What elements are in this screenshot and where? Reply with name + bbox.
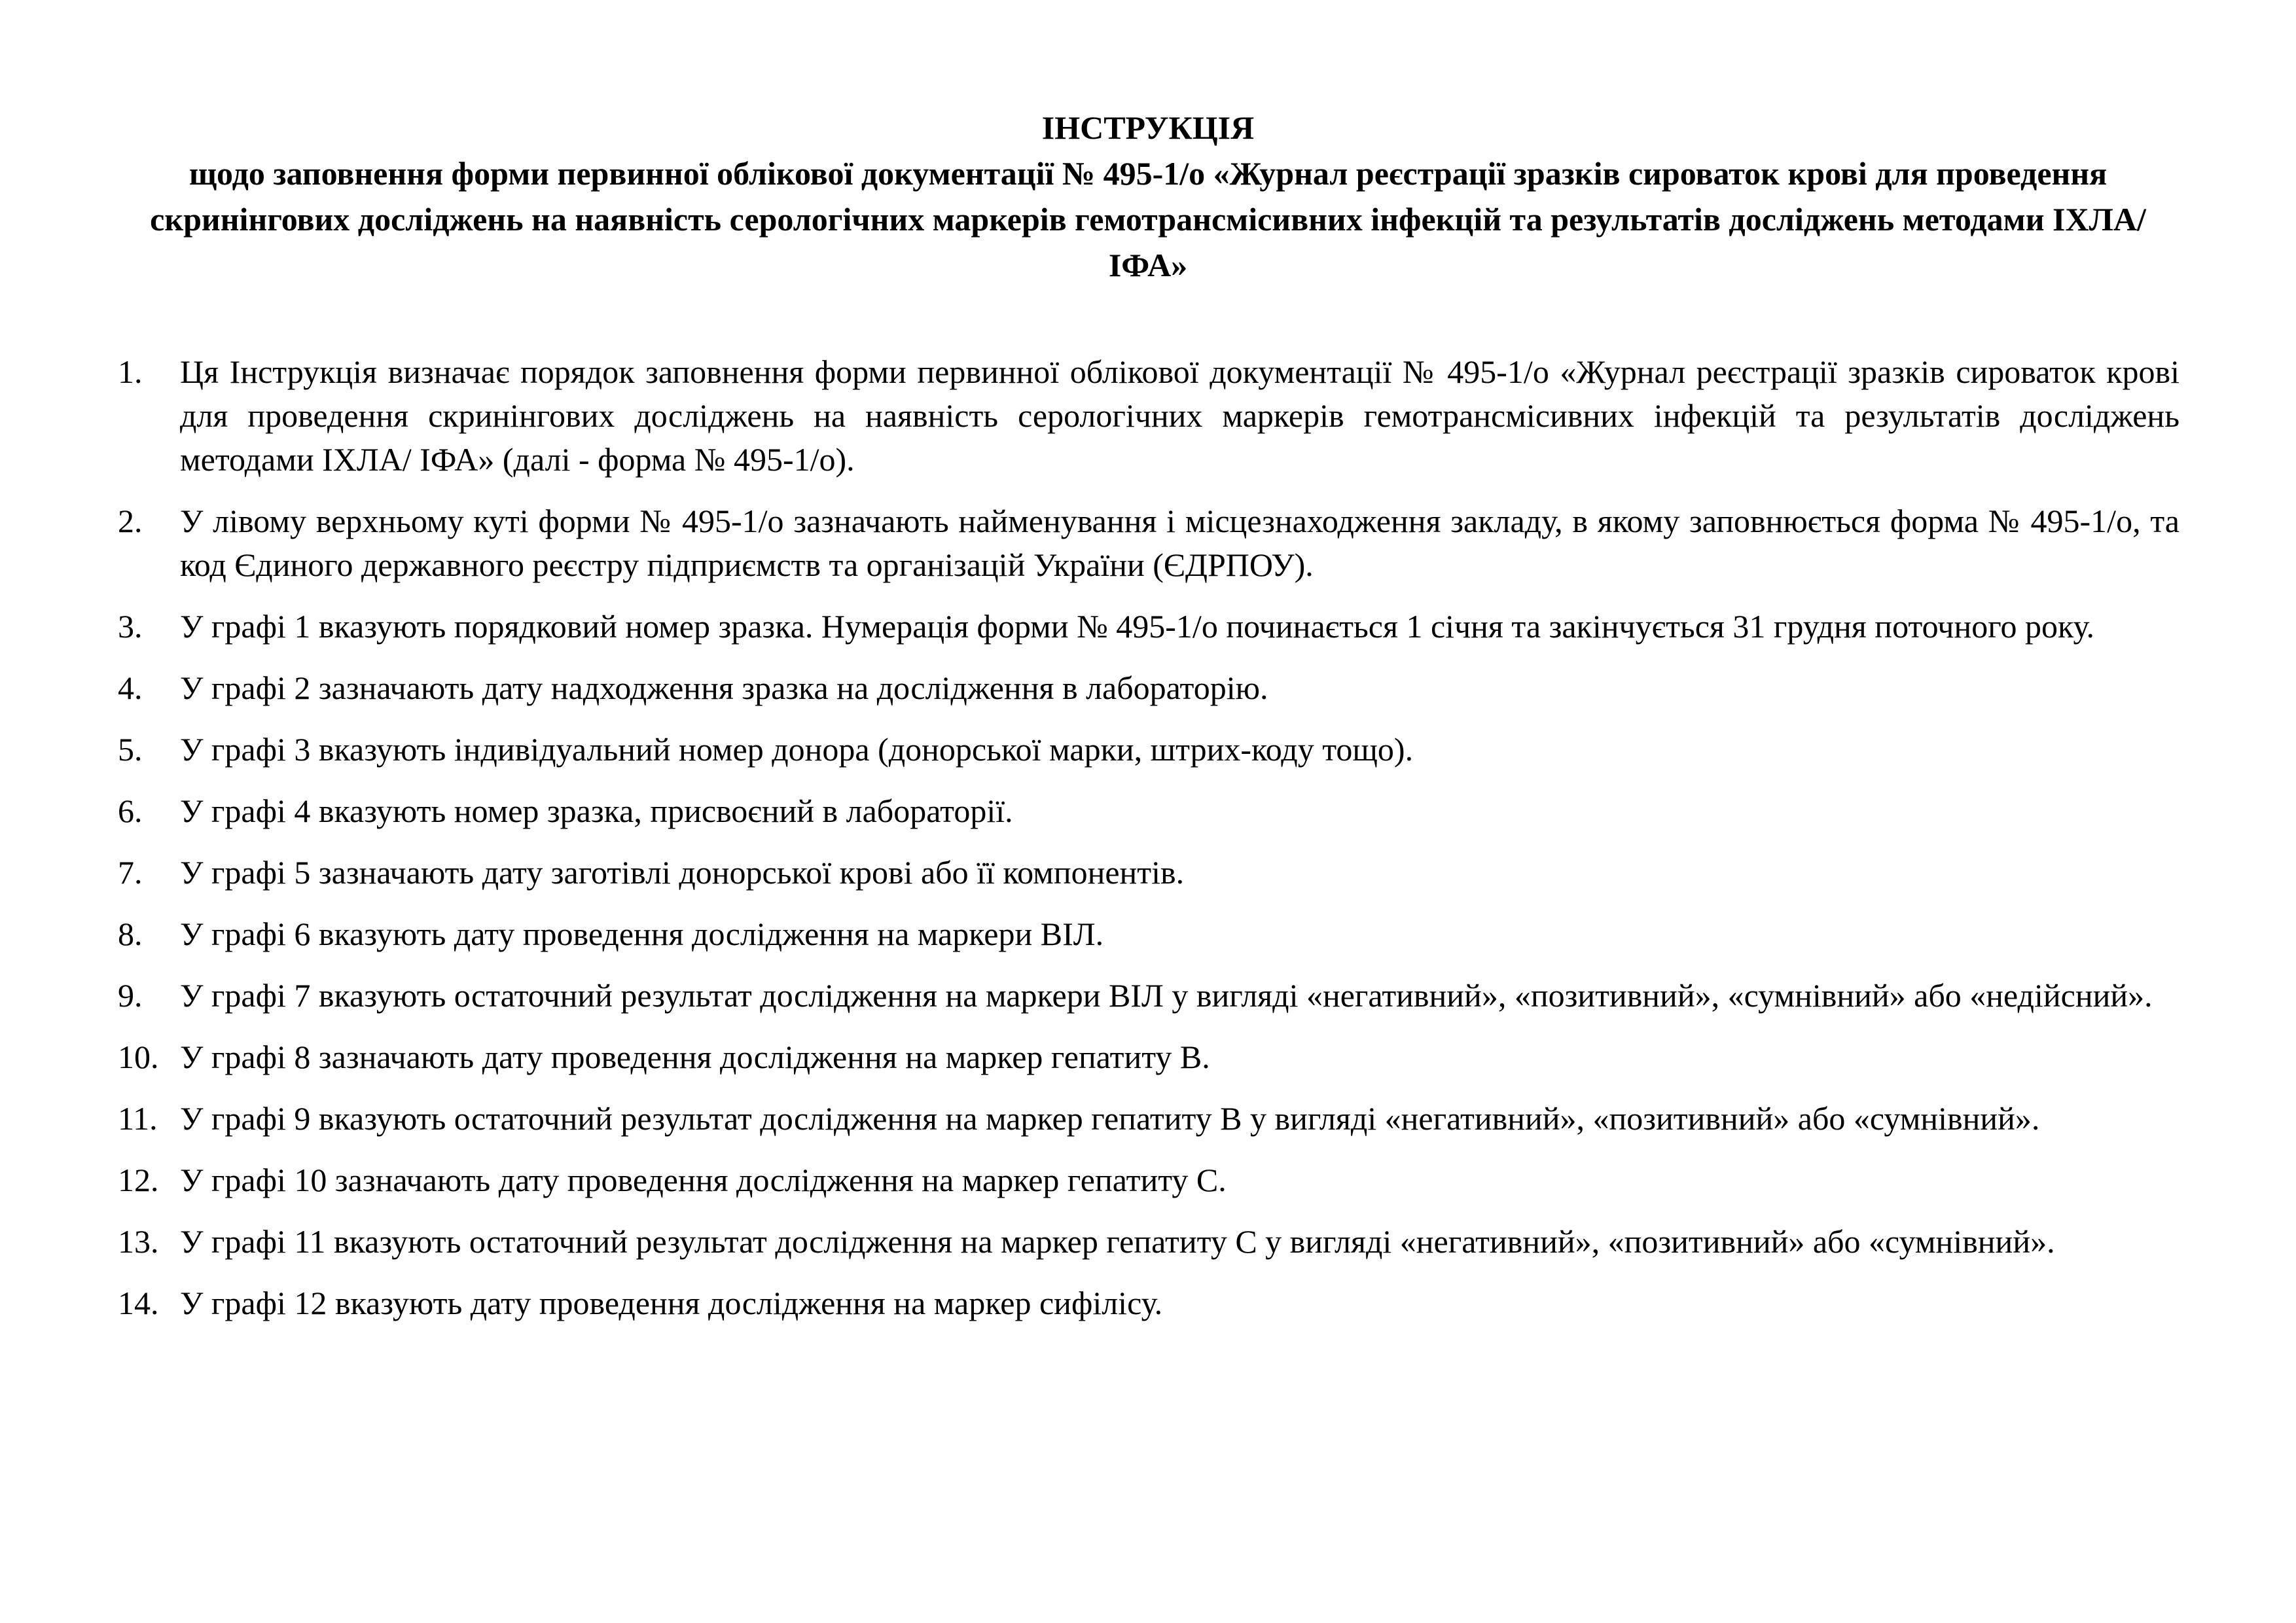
item-text: У графі 10 зазначають дату проведення дослідження на маркер гепатиту С. [180,1162,1227,1198]
instruction-item-4 [118,666,2179,710]
item-number: 9. [118,977,143,1014]
item-text: У графі 11 вказують остаточний результат дослідження на маркер гепатиту С у вигляді «негативний», «позитивний» або «сумнівний». [180,1223,2055,1260]
item-text: У графі 8 зазначають дату проведення дослідження на маркер гепатиту В. [180,1039,1210,1075]
item-text: У графі 3 вказують індивідуальний номер донора (донорської марки, штрих-коду тощо). [180,731,1414,768]
item-number: 14. [118,1285,159,1321]
item-number: 7. [118,854,143,891]
item-text: У графі 7 вказують остаточний результат дослідження на маркери ВІЛ у вигляді «негативний», «позитивний», «сумнівний» або «недійсний». [180,977,2153,1014]
instruction-item-5 [118,728,2179,772]
item-text: У графі 9 вказують остаточний результат дослідження на маркер гепатиту В у вигляді «негативний», «позитивний» або «сумнівний». [180,1100,2040,1137]
item-text: У графі 4 вказують номер зразка, присвоєний в лабораторії. [180,793,1013,829]
item-number: 8. [118,916,143,952]
item-number: 13. [118,1223,159,1260]
item-text: У графі 1 вказують порядковий номер зразка. Нумерація форми № 495-1/о починається 1 січня та закінчується 31 грудня поточного року. [180,608,2095,645]
item-number: 3. [118,608,143,645]
instruction-item-10 [118,1035,2179,1079]
item-number: 5. [118,731,143,768]
item-text: У графі 2 зазначають дату надходження зразка на дослідження в лабораторію. [180,669,1268,706]
item-text: У графі 5 зазначають дату заготівлі донорської крові або її компонентів. [180,854,1185,891]
instruction-list [118,350,2179,1343]
item-text: У лівому верхньому куті форми № 495-1/о зазначають найменування і місцезнаходження закладу, в якому заповнюється форма № 495-1/о, та код Єдиного державного реєстру підприємств та організацій України (ЄДРПОУ). [180,503,2179,583]
item-number: 12. [118,1162,159,1198]
item-number: 10. [118,1039,159,1075]
item-text: Ця Інструкція визначає порядок заповнення форми первинної облікової документації № 495-1/о «Журнал реєстрації зразків сироваток крові для проведення скринінгових досліджень на наявність серологічних маркерів гемотрансмісивних інфекцій та результатів досліджень методами ІХЛА/ ІФА» (далі - форма № 495-1/о). [180,353,2179,478]
instruction-item-13 [118,1220,2179,1264]
instruction-item-9 [118,974,2179,1018]
item-number: 1. [118,353,143,390]
instruction-item-14 [118,1281,2179,1325]
item-number: 6. [118,793,143,829]
instruction-item-1 [118,350,2179,482]
item-number: 2. [118,503,143,539]
item-number: 11. [118,1100,158,1137]
instruction-item-7 [118,851,2179,895]
instruction-item-11 [118,1097,2179,1141]
instruction-item-3 [118,605,2179,649]
document-header [118,105,2178,288]
instruction-item-12 [118,1158,2179,1202]
document-title: ІНСТРУКЦІЯ [1041,109,1255,146]
document-subtitle: щодо заповнення форми первинної облікової документації № 495-1/о «Журнал реєстрації зразків сироваток крові для проведення скринінгових досліджень на наявність серологічних маркерів гемотрансмісивних інфекцій та результатів досліджень методами ІХЛА/ІФА» [150,155,2146,283]
instruction-item-6 [118,789,2179,833]
item-number: 4. [118,669,143,706]
instruction-item-8 [118,912,2179,956]
item-text: У графі 12 вказують дату проведення дослідження на маркер сифілісу. [180,1285,1163,1321]
item-text: У графі 6 вказують дату проведення дослідження на маркери ВІЛ. [180,916,1104,952]
instruction-item-2 [118,499,2179,587]
